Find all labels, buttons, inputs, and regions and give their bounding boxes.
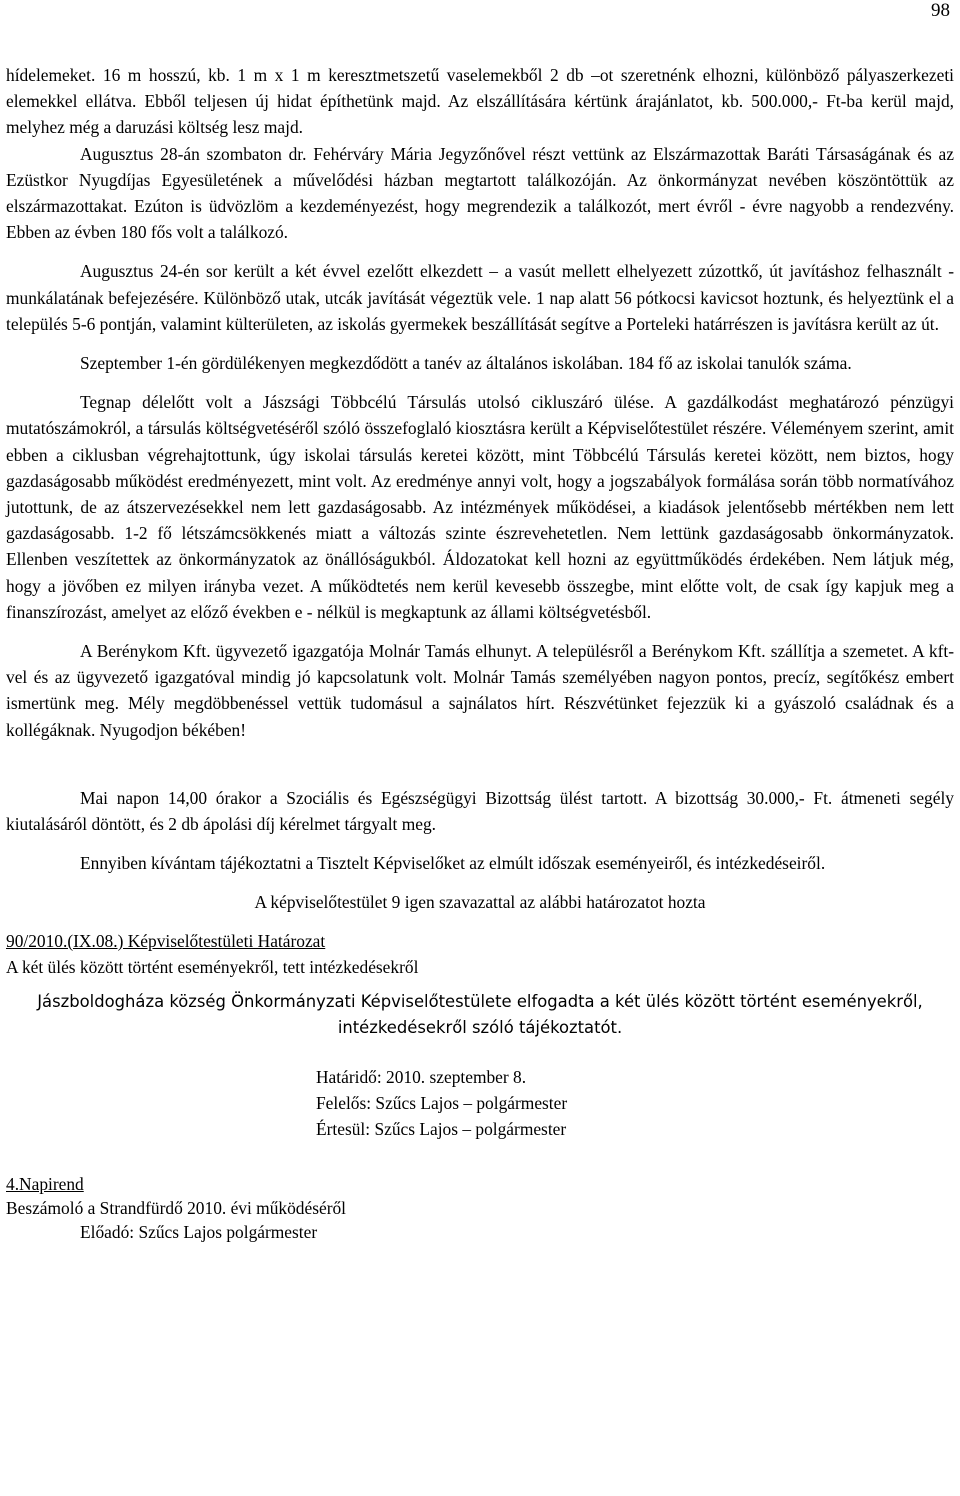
resolution-number: 90/2010.(IX.08.) Képviselőtestületi Határozat [6,930,326,951]
page-number: 98 [931,0,950,21]
agenda-block [6,1172,954,1244]
paragraph-closing-report: Ennyiben kívántam tájékoztatni a Tisztelt Képviselőket az elmúlt időszak eseményeiről, és intézkedéseiről. [80,853,826,874]
paragraph-bridge-elements: hídelemeket. 16 m hosszú, kb. 1 m x 1 m keresztmetszetű vaselemekből 2 db –ot szeretnénk elhozni, különböző pályaszerkezeti elemekkel ellátva. Ebből teljesen új hidat építhetünk majd. Az elszállítására kértünk árajánlatot, kb. 500.000,- Ft-ba kerül majd, melyhez még a daruzási költség lesz majd. [6,65,954,138]
document-body [6,62,954,1244]
paragraph-association-meeting: Tegnap délelőtt volt a Jászsági Többcélú Társulás utolsó cikluszáró ülése. A gazdálkodást meghatározó pénzügyi mutatószámokról, a társulás költségvetéséről szóló összefoglaló kiosztásra került a Képviselőtestület részére. Véleményem szerint, amit ebben a ciklusban végrehajtottunk, úgy iskolai társulás keretei között, mint Többcélú Társulás keretei között, nem biztos, hogy gazdaságosabb működést eredményezett, mint volt. Az eredménye annyi volt, hogy a jogszabályok formálása során több normatívához jutottunk, de az átszervezésekkel nem lett gazdaságosabb. Az intézmények működései, a kiadások jelentősebb mértékben nem lett gazdaságosabb. 1-2 fő létszámcsökkenés miatt a változás szinte észrevehetetlen. Nem lettünk gazdaságosabb önkormányzatok. Ellenben veszítettek az önkormányzatok az önállóságukból. Áldozatokat kell hozni az együttműködés érdekében. Nem látjuk még, hogy a jövőben ez milyen irányba vezet. A működtetés nem kerül kevesebb összegbe, mint előtte volt, de csak így kapjuk meg a finanszírozást, amelyet az előző években e - nélkül is megkaptunk az állami költségvetésből. [6,392,954,622]
resolution-text: Jászboldogháza község Önkormányzati Képviselőtestülete elfogadta a két ülés között történt eseményekről, intézkedésekről szóló tájékoztatót. [37,992,923,1038]
paragraph-august-24-roadworks: Augusztus 24-én sor került a két évvel ezelőtt elkezdett – a vasút mellett elhelyezett zúzottkő, út javításhoz felhasznált - munkálatának befejezésére. Különböző utak, utcák javítását végeztük vele. 1 nap alatt 56 pótkocsi kavicsot hoztunk, és helyeztünk el a település 5-6 pontján, valamint külterületen, az iskolás gyermekek beszállítását segítve a Porteleki határrészen is javításra került az út. [6,261,954,334]
paragraph-august-28-meeting: Augusztus 28-án szombaton dr. Fehérváry Mária Jegyzőnővel részt vettünk az Elszármazottak Baráti Társaságának és az Ezüstkor Nyugdíjas Egyesületének a művelődési házban megtartott találkozóján. Az önkormányzat nevében köszöntöttük az elszármazottakat. Ezúton is üdvözlöm a kezdeményezést, hogy megrendezik a találkozót, mert évről - évre nagyobb a rendezvény. Ebben az évben 180 fős volt a találkozó. [6,143,954,243]
agenda-item-title: Beszámoló a Strandfürdő 2010. évi működéséről [6,1198,347,1219]
agenda-item-number: 4.Napirend [6,1174,84,1195]
agenda-speaker: Előadó: Szűcs Lajos polgármester [80,1222,318,1243]
vote-statement: A képviselőtestület 9 igen szavazattal az alábbi határozatot hozta [254,892,706,913]
resolution-notified: Értesül: Szűcs Lajos – polgármester [316,1118,567,1139]
resolution-subject: A két ülés között történt eseményekről, tett intézkedésekről [6,956,419,977]
paragraph-social-committee: Mai napon 14,00 órakor a Szociális és Egészségügyi Bizottság ülést tartott. A bizottság 30.000,- Ft. átmeneti segély kiutalásáról döntött, és 2 db ápolási díj kérelmet tárgyalt meg. [6,787,954,835]
resolution-responsible: Felelős: Szűcs Lajos – polgármester [316,1092,568,1113]
paragraph-school-year-start: Szeptember 1-én gördülékenyen megkezdődött a tanév az általános iskolában. 184 fő az iskolai tanulók száma. [80,353,852,374]
paragraph-berenykom-obituary: A Berénykom Kft. ügyvezető igazgatója Molnár Tamás elhunyt. A településről a Berénykom Kft. szállítja a szemetet. A kft-vel és az ügyvezető igazgatóval mindig jó kapcsolatunk volt. Molnár Tamás személyében nagyon pontos, precíz, segítőkész embert ismertünk meg. Mély megdöbbenéssel vettük tudomásul a sajnálatos hírt. Részvétünket fejezzük ki a gyászoló családnak és a kollégáknak. Nyugodjon békében! [6,641,954,740]
resolution-block [6,928,954,1042]
resolution-meta [6,1064,954,1143]
resolution-deadline: Határidő: 2010. szeptember 8. [316,1066,527,1087]
